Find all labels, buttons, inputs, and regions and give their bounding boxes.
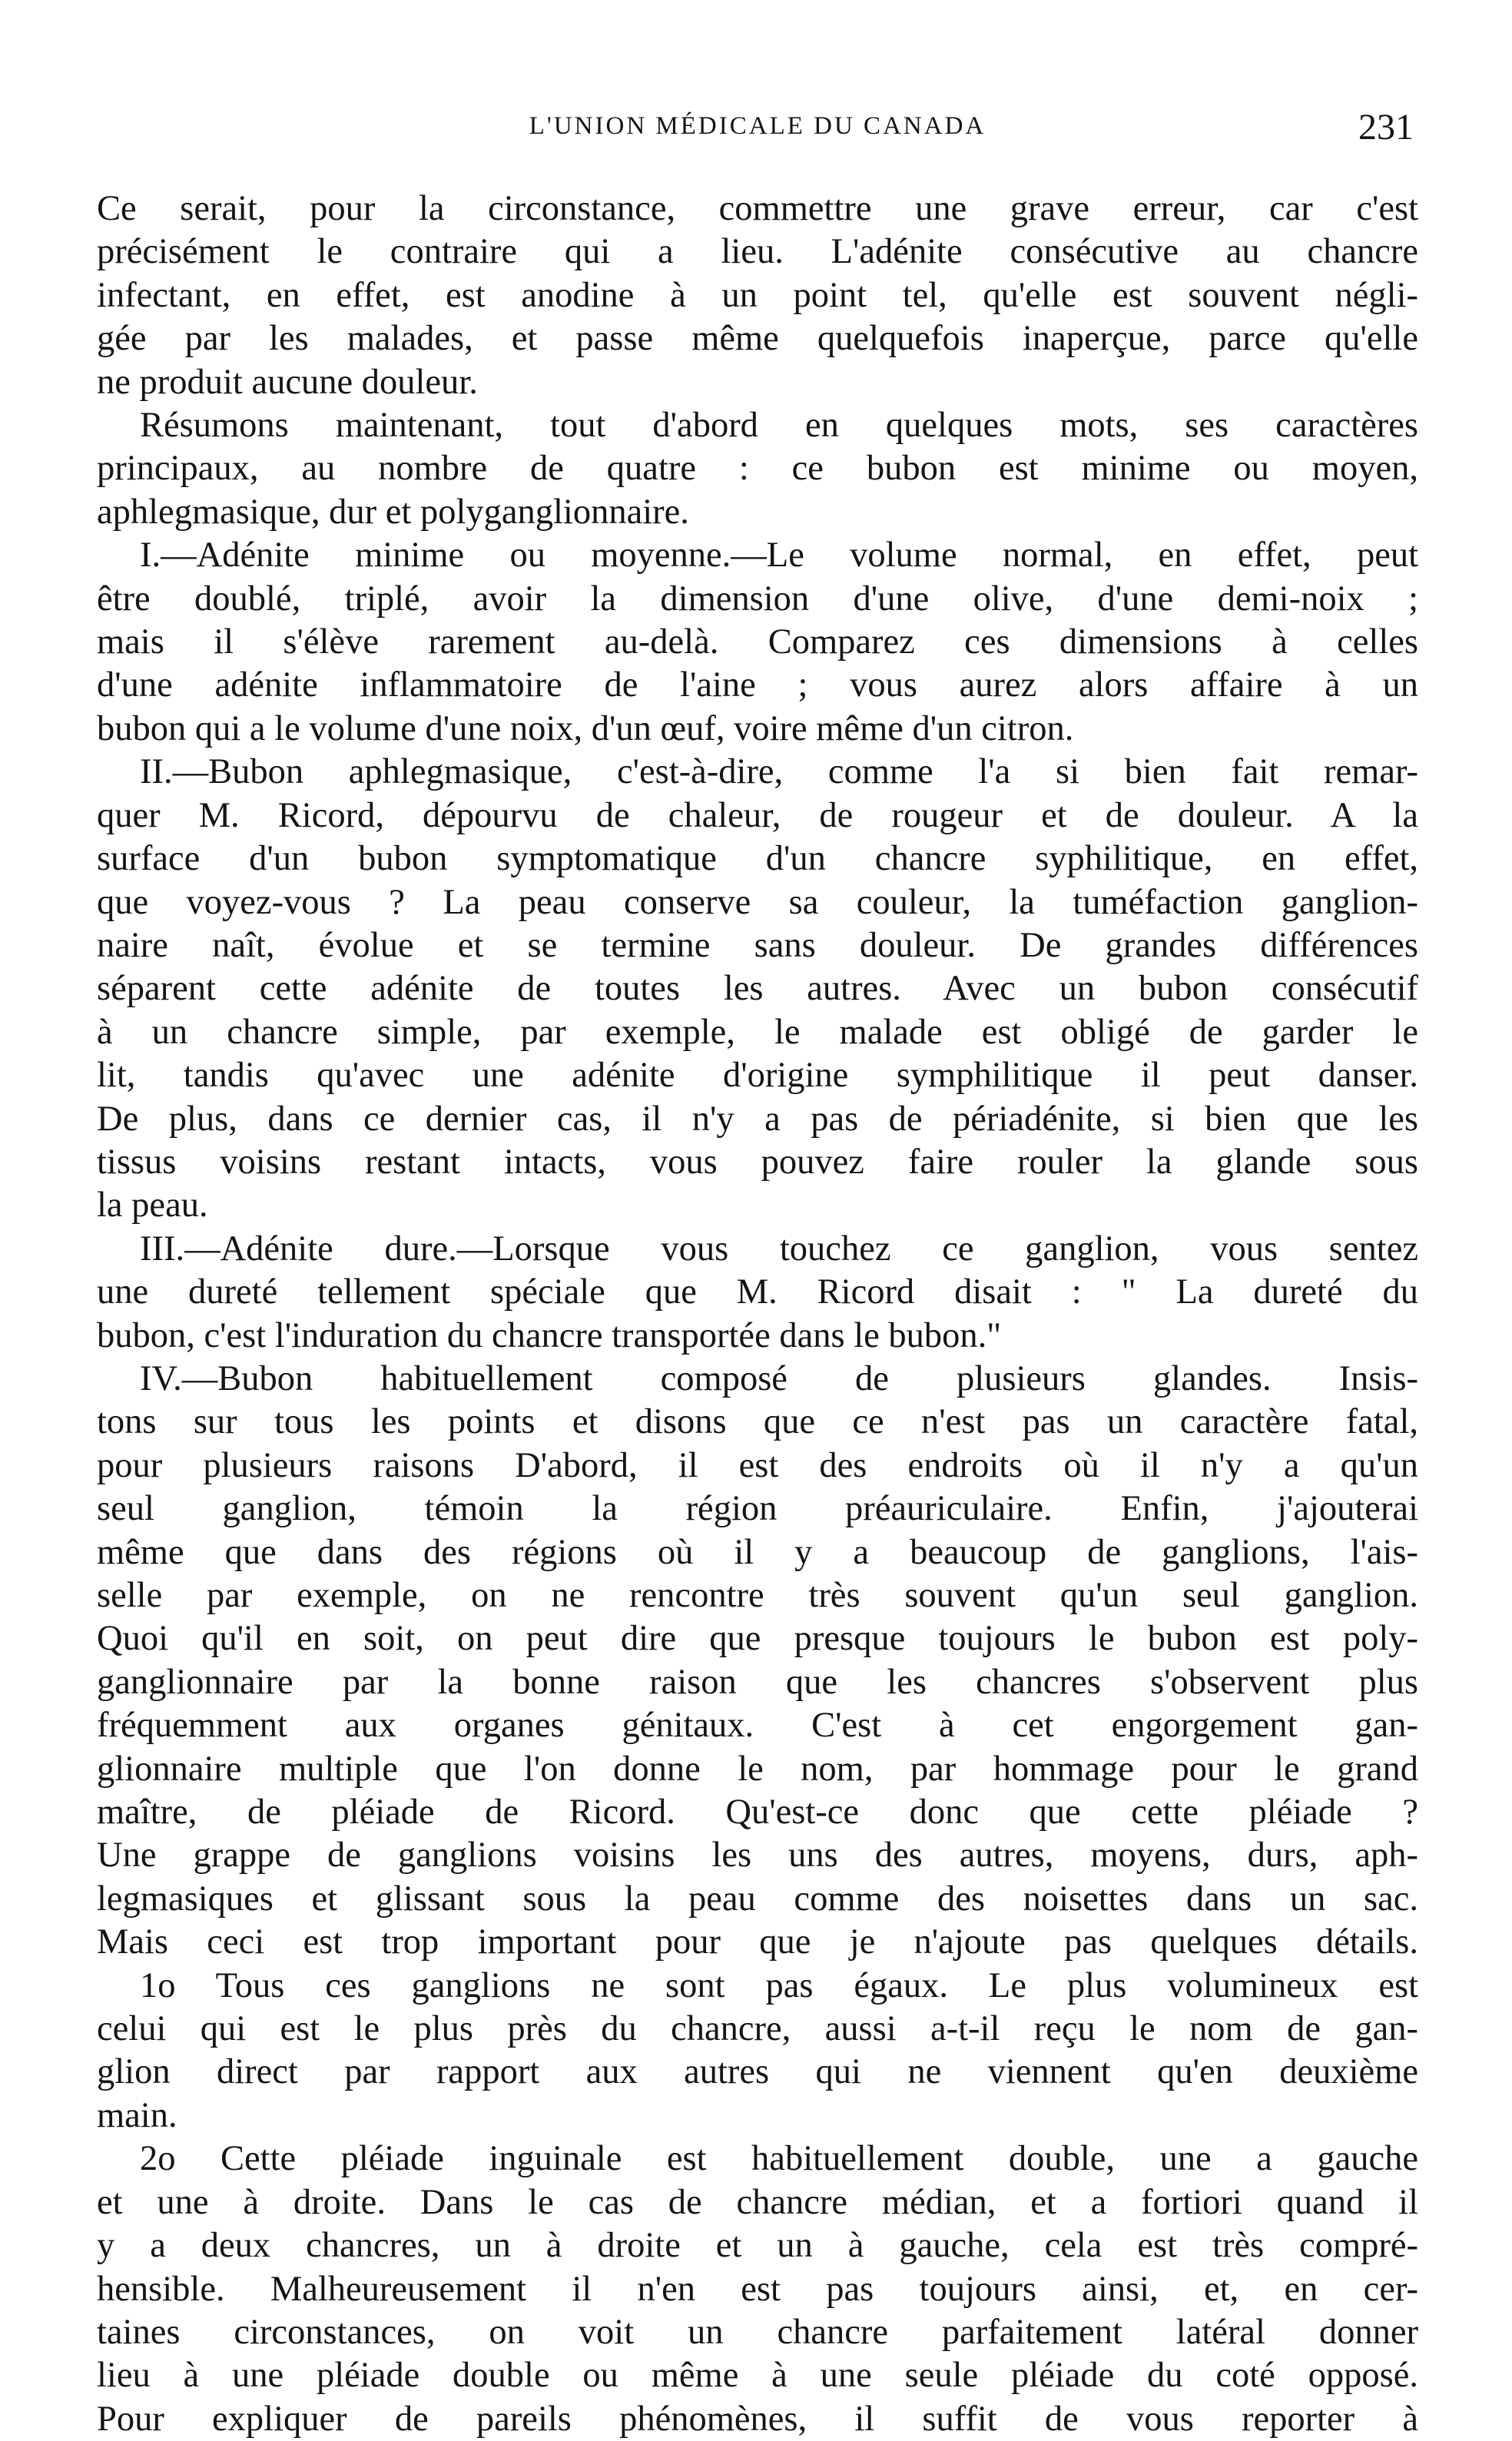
text-line: y a deux chancres, un à droite et un à gauche, cela est très compré-	[97, 2226, 1418, 2266]
text-line: même que dans des régions où il y a beaucoup de ganglions, l'ais-	[97, 1532, 1418, 1572]
text-line: être doublé, triplé, avoir la dimension d'une olive, d'une demi-noix ;	[97, 579, 1418, 619]
text-line: bubon, c'est l'induration du chancre transportée dans le bubon."	[97, 1315, 1002, 1355]
text-line: gée par les malades, et passe même quelquefois inaperçue, parce qu'elle	[97, 319, 1418, 359]
text-line: fréquemment aux organes génitaux. C'est à cet engorgement gan-	[97, 1706, 1418, 1746]
text-line: glionnaire multiple que l'on donne le nom, par hommage pour le grand	[97, 1749, 1418, 1789]
running-title: L'UNION MÉDICALE DU CANADA	[529, 112, 986, 140]
journal-page	[97, 100, 1418, 2439]
text-line: De plus, dans ce dernier cas, il n'y a pas de périadénite, si bien que les	[97, 1099, 1418, 1139]
text-line: naire naît, évolue et se termine sans douleur. De grandes différences	[97, 925, 1418, 965]
text-line: bubon qui a le volume d'une noix, d'un œuf, voire même d'un citron.	[97, 708, 1074, 748]
text-line: taines circonstances, on voit un chancre parfaitement latéral donner	[97, 2312, 1418, 2352]
text-line: Ce serait, pour la circonstance, commettre une grave erreur, car c'est	[97, 189, 1418, 228]
text-line: pour plusieurs raisons D'abord, il est des endroits où il n'y a qu'un	[97, 1445, 1418, 1485]
text-line: Quoi qu'il en soit, on peut dire que presque toujours le bubon est poly-	[97, 1619, 1418, 1659]
text-line: selle par exemple, on ne rencontre très souvent qu'un seul ganglion.	[97, 1576, 1418, 1615]
text-line: infectant, en effet, est anodine à un point tel, qu'elle est souvent négli-	[97, 275, 1418, 315]
text-line: maître, de pléiade de Ricord. Qu'est-ce donc que cette pléiade ?	[97, 1793, 1418, 1832]
text-line: tons sur tous les points et disons que ce n'est pas un caractère fatal,	[97, 1402, 1418, 1442]
running-head	[97, 100, 1418, 161]
text-line: surface d'un bubon symptomatique d'un chancre syphilitique, en effet,	[97, 839, 1418, 879]
text-line: quer M. Ricord, dépourvu de chaleur, de rougeur et de douleur. A la	[97, 795, 1418, 835]
text-line: celui qui est le plus près du chancre, aussi a-t-il reçu le nom de gan-	[97, 2009, 1418, 2049]
text-line: legmasiques et glissant sous la peau comme des noisettes dans un sac.	[97, 1879, 1418, 1919]
text-line: que voyez-vous ? La peau conserve sa couleur, la tuméfaction ganglion-	[97, 882, 1418, 922]
body-text	[97, 187, 1418, 2441]
text-line: à un chancre simple, par exemple, le malade est obligé de garder le	[97, 1012, 1418, 1052]
text-line: Pour expliquer de pareils phénomènes, il suffit de vous reporter à	[97, 2399, 1418, 2439]
text-line: IV.—Bubon habituellement composé de plusieurs glandes. Insis-	[140, 1358, 1418, 1398]
text-line: et une à droite. Dans le cas de chancre médian, et a fortiori quand il	[97, 2182, 1418, 2222]
text-line: seul ganglion, témoin la région préauriculaire. Enfin, j'ajouterai	[97, 1489, 1418, 1529]
text-line: 1o Tous ces ganglions ne sont pas égaux. Le plus volumineux est	[140, 1965, 1418, 2005]
text-line: Mais ceci est trop important pour que je n'ajoute pas quelques détails.	[97, 1922, 1418, 1962]
text-line: hensible. Malheureusement il n'en est pas toujours ainsi, et, en cer-	[97, 2269, 1418, 2309]
text-line: précisément le contraire qui a lieu. L'adénite consécutive au chancre	[97, 232, 1418, 272]
text-line: mais il s'élève rarement au-delà. Comparez ces dimensions à celles	[97, 622, 1418, 662]
text-line: II.—Bubon aphlegmasique, c'est-à-dire, comme l'a si bien fait remar-	[140, 752, 1418, 792]
text-line: lieu à une pléiade double ou même à une seule pléiade du coté opposé.	[97, 2356, 1418, 2396]
text-line: Une grappe de ganglions voisins les uns des autres, moyens, durs, aph-	[97, 1836, 1418, 1876]
text-line: tissus voisins restant intacts, vous pouvez faire rouler la glande sous	[97, 1142, 1418, 1182]
text-line: une dureté tellement spéciale que M. Ricord disait : " La dureté du	[97, 1272, 1418, 1312]
text-line: lit, tandis qu'avec une adénite d'origine symphilitique il peut danser.	[97, 1056, 1418, 1096]
text-line: d'une adénite inflammatoire de l'aine ; vous aurez alors affaire à un	[97, 665, 1418, 705]
text-line: séparent cette adénite de toutes les autres. Avec un bubon consécutif	[97, 969, 1418, 1009]
text-line: main.	[97, 2095, 177, 2135]
text-line: 2o Cette pléiade inguinale est habituellement double, une a gauche	[140, 2139, 1418, 2179]
page-number: 231	[1358, 107, 1414, 148]
text-line: aphlegmasique, dur et polyganglionnaire.	[97, 492, 689, 532]
text-line: principaux, au nombre de quatre : ce bubon est minime ou moyen,	[97, 449, 1418, 489]
text-line: ne produit aucune douleur.	[97, 362, 478, 402]
text-line: I.—Adénite minime ou moyenne.—Le volume normal, en effet, peut	[140, 536, 1418, 575]
text-line: la peau.	[97, 1186, 208, 1225]
text-line: Résumons maintenant, tout d'abord en quelques mots, ses caractères	[140, 406, 1418, 446]
text-line: III.—Adénite dure.—Lorsque vous touchez ce ganglion, vous sentez	[140, 1229, 1418, 1269]
text-line: ganglionnaire par la bonne raison que les chancres s'observent plus	[97, 1662, 1418, 1702]
text-line: glion direct par rapport aux autres qui ne viennent qu'en deuxième	[97, 2052, 1418, 2092]
